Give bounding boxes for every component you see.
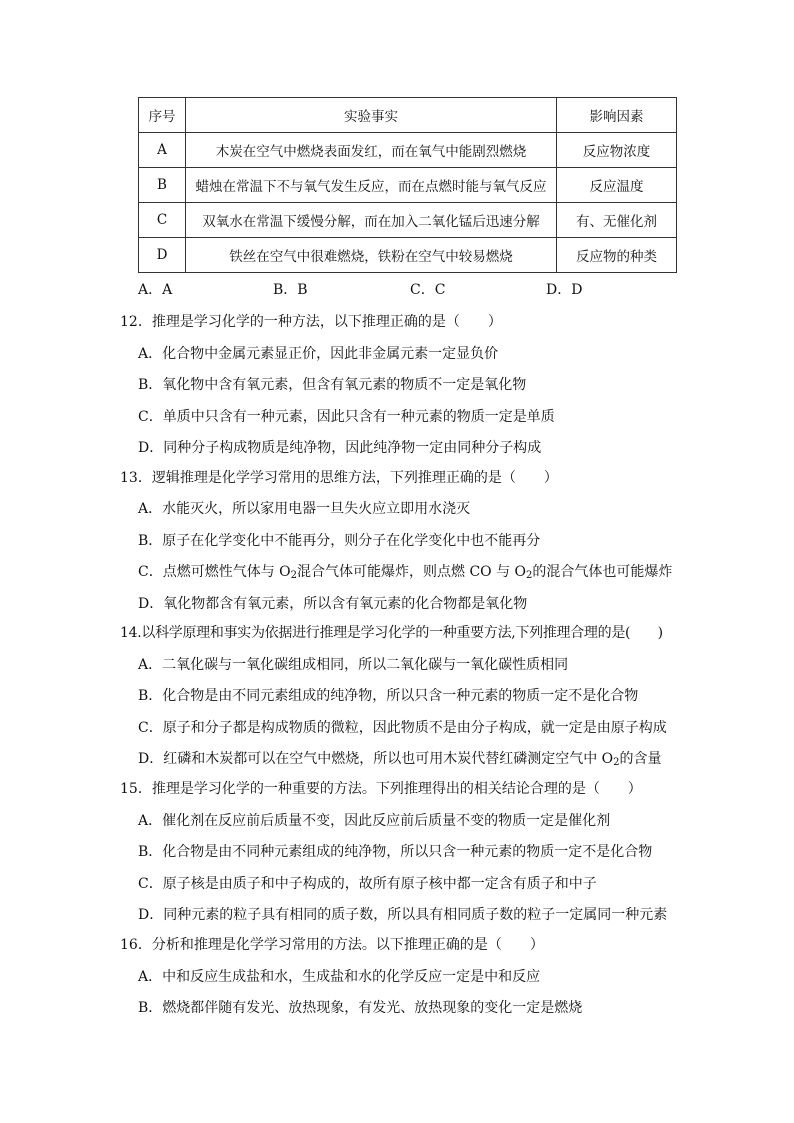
- q15-option-a: A．催化剂在反应前后质量不变，因此反应前后质量不变的物质一定是催化剂: [138, 813, 611, 829]
- row-fact: 蜡烛在常温下不与氧气发生反应，而在点燃时能与氧气反应: [186, 168, 557, 203]
- q14-option-d: [138, 748, 698, 768]
- row-fact: 木炭在空气中燃烧表面发红，而在氧气中能剧烈燃烧: [186, 133, 557, 168]
- q15-option-b: B．化合物是由不同种元素组成的纯净物，所以只含一种元素的物质一定不是化合物: [138, 844, 653, 860]
- table-header-row: [139, 98, 677, 133]
- row-fact: 双氧水在常温下缓慢分解，而在加入二氧化锰后迅速分解: [186, 203, 557, 238]
- q14-option-d-part2: 的含量: [619, 751, 662, 767]
- q13-option-c-sub1: 2: [290, 570, 298, 581]
- q15-option-c: C．原子核是由质子和中子构成的，故所有原子核中都一定含有质子和中子: [138, 876, 597, 892]
- q12-stem: 12．推理是学习化学的一种方法，以下推理正确的是（ ）: [120, 314, 502, 330]
- q13-option-c-part2: 混合气体可能爆炸，则点燃 CO 与 O: [297, 564, 527, 580]
- header-fact: 实验事实: [186, 98, 557, 133]
- row-factor: 有、无催化剂: [557, 203, 677, 238]
- q13-stem: 13．逻辑推理是化学学习常用的思维方法，下列推理正确的是（ ）: [120, 470, 558, 486]
- q13-option-c-part3: 的混合气体也可能爆炸: [532, 564, 673, 580]
- header-factor: 影响因素: [557, 98, 677, 133]
- q14-option-b: B．化合物是由不同元素组成的纯净物，所以只含一种元素的物质一定不是化合物: [138, 688, 639, 704]
- table-row: [139, 238, 677, 273]
- row-index: D: [139, 238, 186, 273]
- q14-option-d-sub: 2: [613, 757, 620, 768]
- row-index: A: [139, 133, 186, 168]
- q13-option-d: D．氧化物都含有氧元素，所以含有氧元素的化合物都是氧化物: [138, 596, 528, 612]
- q14-stem: 14.以科学原理和事实为依据进行推理是学习化学的一种重要方法,下列推理合理的是( ): [120, 625, 663, 641]
- q14-option-a: A．二氧化碳与一氧化碳组成相同，所以二氧化碳与一氧化碳性质相同: [138, 657, 569, 673]
- q16-stem: 16．分析和推理是化学学习常用的方法。以下推理正确的是（ ）: [120, 937, 544, 953]
- row-factor: 反应温度: [557, 168, 677, 203]
- q11-option-b: B．B: [273, 282, 308, 298]
- table-row: [139, 133, 677, 168]
- q11-option-a: A．A: [138, 282, 173, 298]
- row-factor: 反应物浓度: [557, 133, 677, 168]
- row-factor: 反应物的种类: [557, 238, 677, 273]
- q15-option-d: D．同种元素的粒子具有相同的质子数，所以具有相同质子数的粒子一定属同一种元素: [138, 907, 668, 923]
- q14-option-d-part1: D．红磷和木炭都可以在空气中燃烧，所以也可用木炭代替红磷测定空气中 O: [138, 751, 614, 767]
- experiment-table: [138, 97, 677, 273]
- q16-option-b: B．燃烧都伴随有发光、放热现象，有发光、放热现象的变化一定是燃烧: [138, 1000, 583, 1016]
- row-index: B: [139, 168, 186, 203]
- row-fact: 铁丝在空气中很难燃烧，铁粉在空气中较易燃烧: [186, 238, 557, 273]
- q13-option-c-sub2: 2: [526, 570, 533, 581]
- q16-option-a: A．中和反应生成盐和水，生成盐和水的化学反应一定是中和反应: [138, 969, 541, 985]
- q12-option-c: C．单质中只含有一种元素，因此只含有一种元素的物质一定是单质: [138, 409, 555, 425]
- q14-option-c: C．原子和分子都是构成物质的微粒，因此物质不是由分子构成，就一定是由原子构成: [138, 720, 667, 736]
- q11-option-c: C．C: [410, 282, 446, 298]
- q12-option-a: A．化合物中金属元素显正价，因此非金属元素一定显负价: [138, 346, 499, 362]
- table-row: [139, 168, 677, 203]
- q11-option-d: D．D: [546, 282, 583, 298]
- q13-option-b: B．原子在化学变化中不能再分，则分子在化学变化中也不能再分: [138, 533, 541, 549]
- q15-stem: 15．推理是学习化学的一种重要的方法。下列推理得出的相关结论合理的是（ ）: [120, 781, 642, 797]
- q13-option-a: A．水能灭火，所以家用电器一旦失火应立即用水浇灭: [138, 501, 471, 517]
- q13-option-c: [138, 561, 698, 581]
- q11-answer-options: [138, 279, 698, 299]
- header-index: 序号: [139, 98, 186, 133]
- q12-option-b: B．氧化物中含有氧元素，但含有氧元素的物质不一定是氧化物: [138, 377, 527, 393]
- row-index: C: [139, 203, 186, 238]
- q13-option-c-part1: C．点燃可燃性气体与 O: [138, 564, 291, 580]
- table-row: [139, 203, 677, 238]
- q12-option-d: D．同种分子构成物质是纯净物，因此纯净物一定由同种分子构成: [138, 440, 542, 456]
